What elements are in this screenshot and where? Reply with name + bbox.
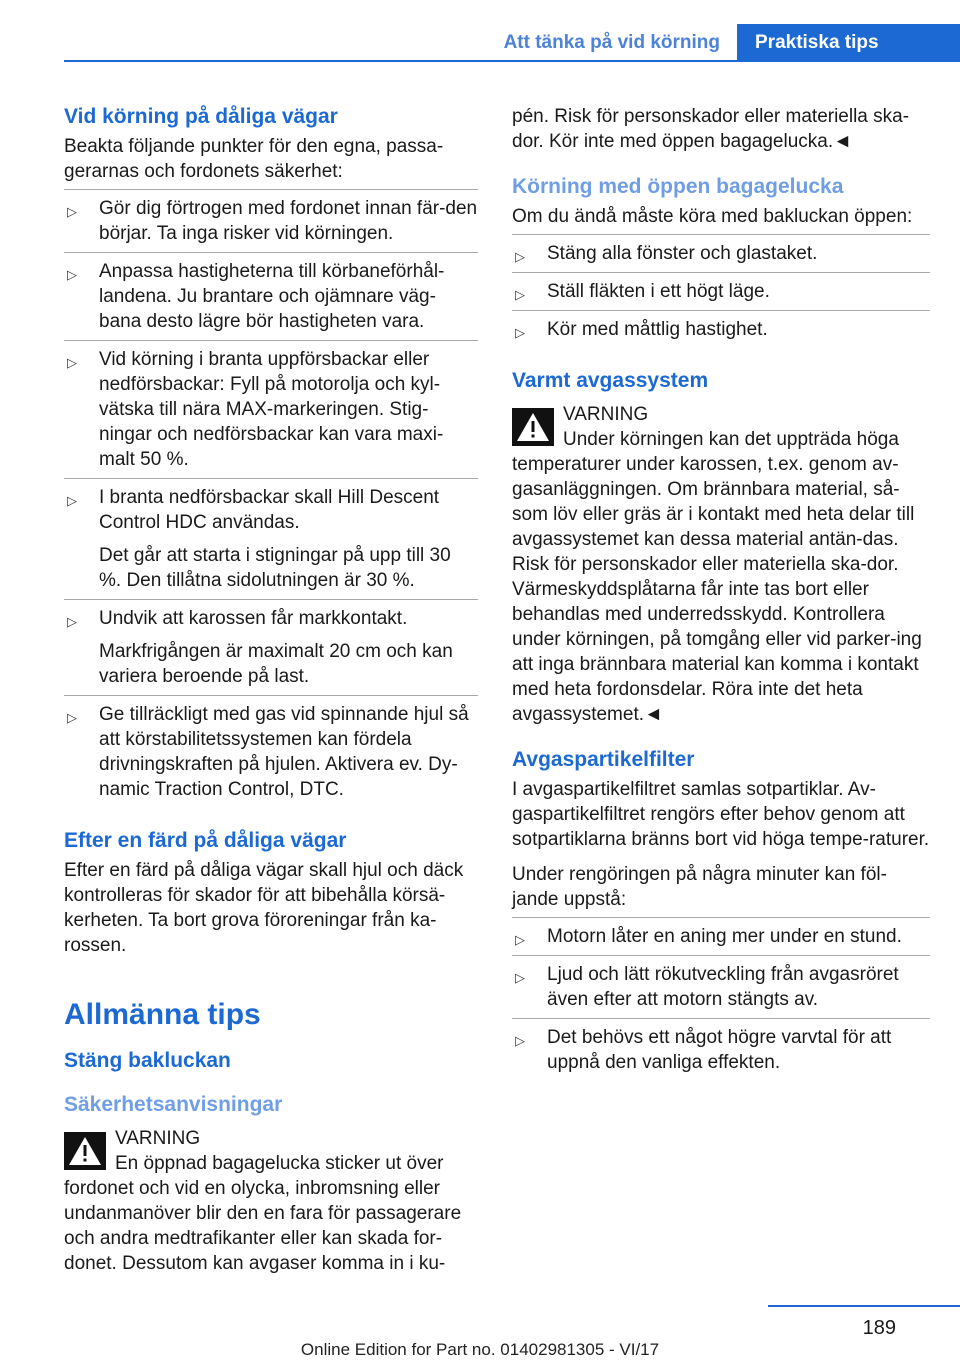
subsection-heading-open-tailgate: Körning med öppen bagagelucka bbox=[512, 175, 844, 198]
list-item-text: Ljud och lätt rökutveckling från avgasröret även efter att motorn stängts av. bbox=[547, 964, 899, 1010]
section-heading-hot-exhaust: Varmt avgassystem bbox=[512, 369, 709, 392]
list-item-text: Stäng alla fönster och glastaket. bbox=[547, 243, 818, 264]
list-item bbox=[64, 478, 478, 599]
list-item bbox=[512, 1018, 930, 1081]
list-item-subtext: Det går att starta i stigningar på upp till 30 %. Den tillåtna sidolutningen är 30 %. bbox=[99, 545, 451, 591]
page-number: 189 bbox=[862, 1317, 896, 1339]
warning-label: VARNING bbox=[115, 1128, 201, 1149]
list-item-text: Anpassa hastigheterna till körbaneförhål-landena. Ju brantare och ojämnare väg-bana desto lägre bör hastigheten vara. bbox=[99, 261, 445, 332]
section-heading-rough-roads: Vid körning på dåliga vägar bbox=[64, 105, 338, 128]
triangle-right-icon: ▷ bbox=[67, 267, 77, 282]
left-column bbox=[64, 102, 478, 1276]
triangle-right-icon: ▷ bbox=[67, 355, 77, 370]
continued-text: pén. Risk för personskador eller materiella ska-dor. Kör inte med öppen bagagelucka.◄ bbox=[512, 106, 910, 152]
list-item-text: Det behövs ett något högre varvtal för att uppnå den vanliga effekten. bbox=[547, 1027, 892, 1073]
triangle-right-icon: ▷ bbox=[515, 1033, 525, 1048]
triangle-right-icon: ▷ bbox=[67, 710, 77, 725]
bullet-list-particle-filter bbox=[512, 917, 930, 1081]
list-item-text: Gör dig förtrogen med fordonet innan fär-den börjar. Ta inga risker vid körningen. bbox=[99, 198, 478, 244]
list-item bbox=[512, 272, 930, 310]
section-heading-close-tailgate: Stäng bakluckan bbox=[64, 1049, 231, 1072]
warning-triangle-icon bbox=[64, 1132, 106, 1170]
list-item bbox=[512, 917, 930, 955]
list-item bbox=[512, 310, 930, 348]
warning-text: Under körningen kan det uppträda höga temperaturer under karossen, t.ex. genom av-gasanläggningen. Om brännbara material, så-som löv eller gräs är i kontakt med heta delar till avgassystemet kan dessa material antän-das. Risk för personskador eller materiella ska-dor. Värmeskyddsplåtarna får inte tas bort eller behandlas med underredsskydd. Kontrollera under körningen, på tomgång eller vid parker-ing att inga brännbara material kan komma i kontakt med heta fordonsdelar. Röra inte det heta avgassystemet.◄ bbox=[512, 429, 922, 725]
section-text: I avgaspartikelfiltret samlas sotpartiklar. Av-gaspartikelfiltret rengörs efter behov genom att sotpartiklarna bränns bort vid höga tempe-raturer. bbox=[512, 779, 930, 850]
list-item-text: Ge tillräckligt med gas vid spinnande hjul så att körstabilitetssystemen kan fördela drivningskraften på hjulen. Aktivera ev. Dy-namic Traction Control, DTC. bbox=[99, 704, 469, 800]
warning-block bbox=[64, 1126, 478, 1276]
subsection-heading-safety: Säkerhetsanvisningar bbox=[64, 1093, 283, 1116]
header-section-title: Att tänka på vid körning bbox=[503, 32, 720, 53]
triangle-right-icon: ▷ bbox=[67, 493, 77, 508]
warning-block bbox=[512, 402, 930, 727]
list-item bbox=[64, 340, 478, 478]
section-intro: Om du ändå måste köra med bakluckan öppen: bbox=[512, 206, 913, 227]
triangle-right-icon: ▷ bbox=[515, 970, 525, 985]
list-item bbox=[64, 189, 478, 252]
list-item-text: Kör med måttlig hastighet. bbox=[547, 319, 768, 340]
warning-text: En öppnad bagagelucka sticker ut över fordonet och vid en olycka, inbromsning eller undanmanöver blir den en fara för passagerare och andra medtrafikanter eller kan skada for-donet. Dessutom kan avgaser komma in i ku- bbox=[64, 1153, 462, 1274]
list-item-text: Undvik att karossen får markkontakt. bbox=[99, 608, 408, 629]
bullet-list-open-tailgate bbox=[512, 234, 930, 348]
section-heading-after-rough-roads: Efter en färd på dåliga vägar bbox=[64, 829, 347, 852]
header-rule bbox=[64, 60, 960, 62]
list-item bbox=[64, 252, 478, 340]
header-chapter-tab: Praktiska tips bbox=[737, 24, 960, 62]
triangle-right-icon: ▷ bbox=[67, 614, 77, 629]
triangle-right-icon: ▷ bbox=[67, 204, 77, 219]
list-item bbox=[64, 695, 478, 808]
section-intro: Beakta följande punkter för den egna, passa-gerarnas och fordonets säkerhet: bbox=[64, 136, 444, 182]
warning-triangle-icon bbox=[512, 408, 554, 446]
right-column bbox=[512, 102, 930, 1081]
list-item bbox=[512, 955, 930, 1018]
footer-edition: Online Edition for Part no. 01402981305 - VI/17 bbox=[300, 1340, 660, 1359]
warning-label: VARNING bbox=[563, 404, 649, 425]
triangle-right-icon: ▷ bbox=[515, 287, 525, 302]
list-item-text: Ställ fläkten i ett högt läge. bbox=[547, 281, 770, 302]
section-text: Under rengöringen på några minuter kan föl-jande uppstå: bbox=[512, 864, 887, 910]
list-item bbox=[512, 234, 930, 272]
chapter-heading: Allmänna tips bbox=[64, 998, 261, 1031]
list-item-subtext: Markfrigången är maximalt 20 cm och kan variera beroende på last. bbox=[99, 641, 453, 687]
list-item-text: Motorn låter en aning mer under en stund. bbox=[547, 926, 902, 947]
triangle-right-icon: ▷ bbox=[515, 249, 525, 264]
section-text: Efter en färd på dåliga vägar skall hjul och däck kontrolleras för skador för att bibehålla körsä-kerheten. Ta bort grova föroreningar från ka-rossen. bbox=[64, 860, 464, 956]
footer-rule bbox=[768, 1305, 960, 1307]
list-item-text: Vid körning i branta uppförsbackar eller nedförsbackar: Fyll på motorolja och kyl-vätska till nära MAX-markeringen. Stig-ningar och nedförsbackar kan vara maxi-malt 50 %. bbox=[99, 349, 444, 470]
list-item-text: I branta nedförsbackar skall Hill Descent Control HDC användas. bbox=[99, 487, 440, 533]
section-heading-particle-filter: Avgaspartikelfilter bbox=[512, 748, 695, 771]
triangle-right-icon: ▷ bbox=[515, 325, 525, 340]
list-item bbox=[64, 599, 478, 695]
bullet-list-rough-roads bbox=[64, 189, 478, 808]
triangle-right-icon: ▷ bbox=[515, 932, 525, 947]
